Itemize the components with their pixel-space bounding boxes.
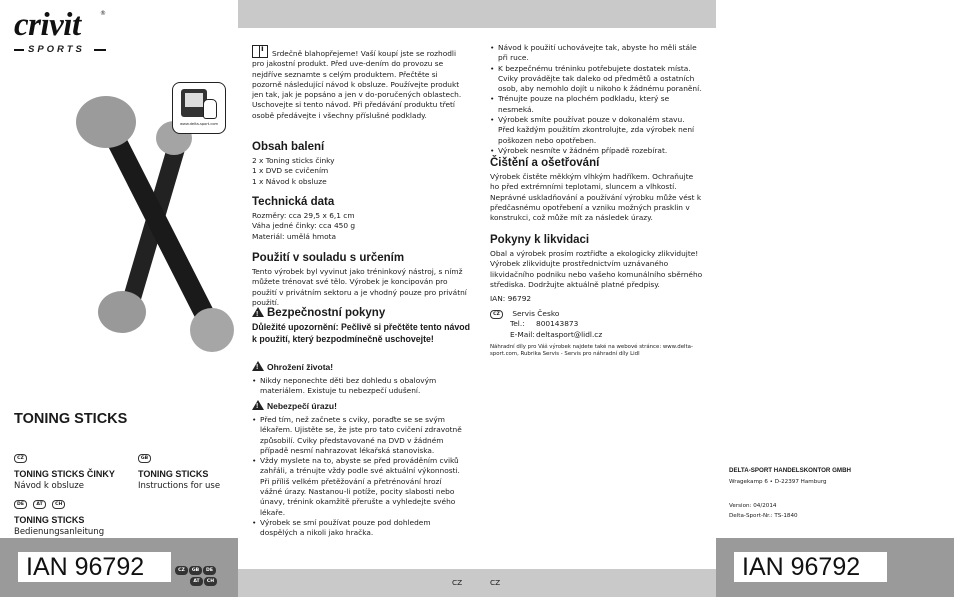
bottom-bar: [238, 569, 478, 597]
flag-de: DE: [14, 500, 27, 509]
hand-icon: [203, 99, 217, 119]
page-left: [238, 0, 478, 597]
ian-number: IAN 96792: [734, 552, 887, 582]
logo-wordmark: crivit: [14, 7, 81, 43]
logo-trademark: ®: [100, 10, 106, 17]
use-text: Tento výrobek byl vyvinut jako tréninkový nástroj, s nímž můžete trénovat své tělo. Výrobek je koncipován pro použití v privátním sektoru a je vhodný pouze pro privátní použití.: [252, 267, 467, 307]
ian-bar: [716, 538, 954, 597]
page-label-right: CZ: [490, 578, 501, 587]
disposal-heading: Pokyny k likvidaci: [490, 234, 590, 246]
tech-heading: Technická data: [252, 196, 335, 208]
lang-de: DE AT CH TONING STICKS Bedienungsanleitung: [14, 502, 105, 537]
ian-bar: [0, 538, 238, 597]
ian-text: IAN: 96792: [490, 294, 532, 303]
flag-cz: CZ: [14, 454, 27, 463]
disposal-text: Obal a výrobek prosím roztřiďte a ekologicky zlikvidujte! Výrobek zlikvidujte prostřednictvím uznávaného likvidačního podniku nebo vašeho komunálního sběrného střediska. Dodržujte aktuálně platné předpisy.: [490, 249, 703, 289]
flag-cz: CZ: [490, 310, 503, 319]
scope-list: 2 x Toning sticks činky 1 x DVD se cvičením 1 x Návod k obsluze: [252, 156, 335, 186]
injury-heading: !Nebezpečí úrazu!: [252, 400, 337, 413]
life-heading: !Ohrožení života!: [252, 361, 333, 374]
ian-number: IAN 96792: [18, 552, 171, 582]
flag-ch: CH: [52, 500, 65, 509]
sport-number: Delta-Sport-Nr.: TS-1840: [729, 513, 798, 519]
lang-cz: CZ TONING STICKS ČINKY Návod k obsluze: [14, 456, 115, 491]
safety-continued-list: • Návod k použití uchovávejte tak, abyste ho měli stále při ruce. • K bezpečnému tréninku potřebujete dostatek místa. Cviky provádějte tak daleko od předmětů a ostatních osob, aby nemohlo dojít u nikoho k žádnému poranění. • Trénujte pouze na plochém podkladu, který se nesmeká. • Výrobek smíte používat pouze v dokonalém stavu. Před každým použitím zkontrolujte, zda výrobek není poškozen nebo opotřeben. • Výrobek nesmíte v žádném případě rozebírat.: [490, 43, 702, 156]
warning-icon: [252, 307, 264, 317]
spare-parts-note: Náhradní díly pro Váš výrobek najdete také na webové stránce: www.delta-sport.com, Rubrika Servis - Servis pro náhradní díly Lidl: [490, 344, 693, 358]
warning-icon: [252, 361, 264, 371]
product-title: TONING STICKS: [14, 411, 128, 427]
stick-end-top: [76, 96, 136, 148]
cover-panel: [0, 0, 238, 597]
read-manual-icon: [252, 45, 268, 58]
page-right: [478, 0, 716, 597]
service-block: CZ Servis Česko Tel.: 800143873 E-Mail:deltasport@lidl.cz: [490, 309, 705, 340]
cleaning-text: Výrobek čistěte měkkým vlhkým hadříkem. Ochraňujte ho před extrémními teplotami, sluncem a vlhkostí. Neprávné uskladňování a používání výrobku může vést k předčasnému opotřebení a vzniku možných prasklin v konstrukci, což může mít za následek úrazy.: [490, 172, 702, 223]
cleaning-heading: Čištění a ošetřování: [490, 157, 600, 169]
flag-at: AT: [33, 500, 46, 509]
top-bar: [478, 0, 716, 28]
dvd-badge: [172, 82, 226, 134]
injury-list: • Před tím, než začnete s cviky, poraďte se se svým lékařem. Ujistěte se, že jste pro tato cvičení zdravotně způsobilí. Cviky představované na DVD v žádném případě nesmí nahrazovat lékařská stanoviska. • Vždy myslete na to, abyste se před prováděním cviků zahřáli, a trénujte vždy podle své aktuální výkonnosti. Při příliš velkém přetěžování a přetrénování hrozí vážné úrazy. Nastanou-li potíže, pocity slabosti nebo únavy, trénink okamžitě přerušte a vyhledejte svého lékaře. • Výrobek se smí používat pouze pod dohledem dospělých a nikoli jako hračka.: [252, 415, 462, 539]
version: Version: 04/2014: [729, 503, 777, 509]
safety-heading: !Bezpečnostní pokyny: [252, 306, 385, 320]
flag-gb: GB: [138, 454, 151, 463]
dvd-url: www.delta-sport.com: [179, 122, 219, 126]
stick-end-bottom: [98, 291, 146, 333]
lang-gb: GB TONING STICKS Instructions for use: [138, 456, 221, 491]
company-address: Wragekamp 6 • D-22397 Hamburg: [729, 479, 827, 485]
stick-end-bottom: [190, 308, 234, 352]
intro-text: iSrdečně blahopřejeme! Vaší koupí jste se rozhodli pro jakostní produkt. Před uve-dením do provozu se nejdříve seznamte s celým produktem. Přečtěte si pozorně následující návod k obsluze. Používejte produkt jen tak, jak je popsáno a jen v do-poručených oblastech. Uschovejte si tento návod. Při předávání produktu třetí osobě předávejte i všechny příslušné podklady.: [252, 45, 467, 121]
warning-icon: [252, 400, 264, 410]
top-bar: [238, 0, 478, 28]
ian-flags: CZ GB DE AT CH: [175, 560, 235, 582]
use-heading: Použití v souladu s určením: [252, 252, 405, 264]
crivit-logo: [14, 7, 114, 60]
logo-sub: SPORTS: [14, 44, 100, 56]
scope-heading: Obsah balení: [252, 141, 325, 153]
back-cover-panel: [716, 0, 954, 597]
page-label-left: CZ: [452, 578, 463, 587]
bottom-bar: [478, 569, 716, 597]
company-name: DELTA-SPORT HANDELSKONTOR GMBH: [729, 467, 852, 474]
safety-important: Důležité upozornění: Pečlivě si přečtěte tento návod k použití, který bezpodmínečně uschovejte!: [252, 322, 471, 344]
life-list: • Nikdy neponechte děti bez dohledu s obalovým materiálem. Existuje tu nebezpečí udušení.: [252, 376, 460, 397]
tech-list: Rozměry: cca 29,5 x 6,1 cm Váha jedné činky: cca 450 g Materiál: umělá hmota: [252, 211, 356, 241]
